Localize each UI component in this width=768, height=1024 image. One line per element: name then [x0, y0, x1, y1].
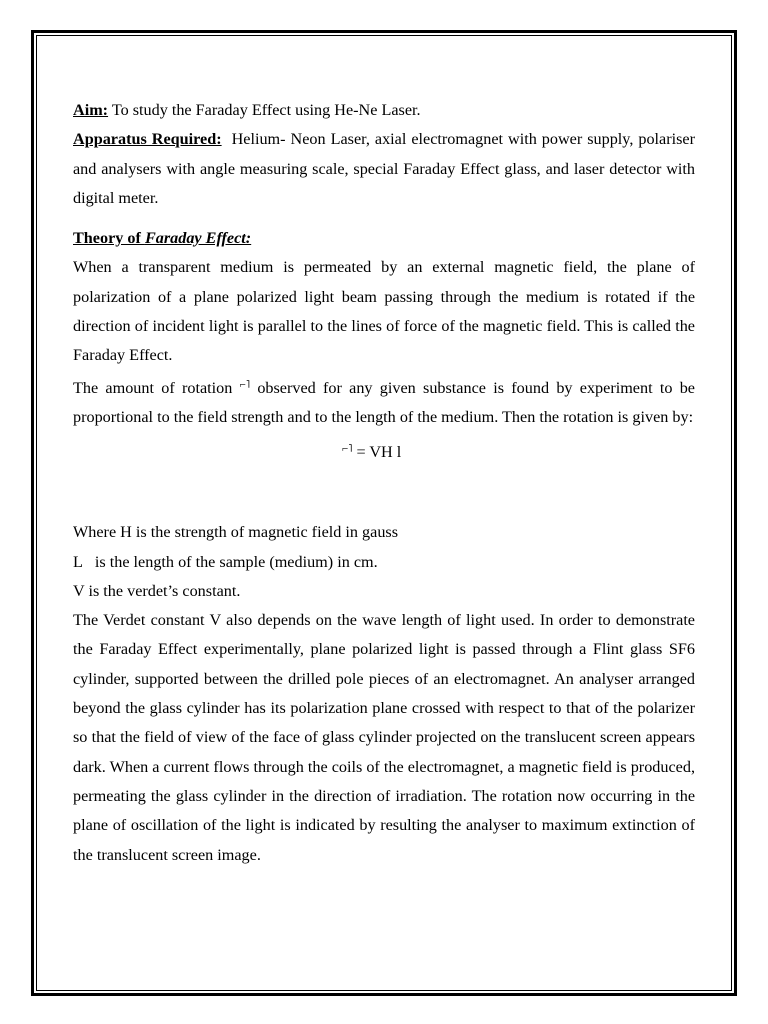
- theory-paragraph-2: [73, 371, 695, 433]
- formula-rhs: = VH l: [352, 443, 402, 462]
- definition-l-symbol: L: [73, 552, 83, 571]
- theory-heading: [73, 224, 695, 253]
- rotation-formula: [73, 436, 695, 470]
- aim-text: To study the Faraday Effect using He-Ne Laser.: [108, 101, 421, 119]
- rotation-text-before: The amount of rotation: [73, 378, 240, 397]
- definition-h: Where H is the strength of magnetic field in gauss: [73, 523, 399, 542]
- aim-label: Aim:: [73, 101, 109, 119]
- apparatus-paragraph: [73, 125, 700, 213]
- theory-heading-prefix: Theory of: [73, 229, 145, 248]
- document-body: [73, 96, 700, 870]
- rotation-text-after: observed for any given substance is found by experiment to be proportional to the field strength and to the length of the medium. Then the rotation is given by:: [73, 378, 695, 426]
- aim-line: [73, 96, 695, 125]
- verdet-paragraph: The Verdet constant V also depends on the wave length of light used. In order to demonstrate the Faraday Effect experimentally, plane polarized light is passed through a Flint glass SF6 cylinder, supported between the drilled pole pieces of an electromagnet. An analyser arranged beyond the glass cylinder has its polarization plane crossed with respect to that of the polarizer so that the field of view of the face of glass cylinder projected on the translucent screen appears dark. When a current flows through the coils of the electromagnet, a magnetic field is produced, permeating the glass cylinder in the direction of irradiation. The rotation now occurring in the plane of oscillation of the light is indicated by resulting the analyser to maximum extinction of the translucent screen image.: [73, 611, 695, 864]
- formula-lhs-symbol: ⌐˥: [342, 443, 353, 456]
- apparatus-text: Helium- Neon Laser, axial electromagnet with power supply, polariser and analysers with angle measuring scale, special Faraday Effect glass, and laser detector with digital meter.: [73, 130, 700, 207]
- rotation-symbol: ⌐˥: [239, 378, 251, 391]
- definition-l-text: is the length of the sample (medium) in cm.: [94, 552, 378, 571]
- theory-heading-emph: Faraday Effect:: [144, 229, 252, 248]
- definition-v: V is the verdet’s constant.: [73, 581, 241, 600]
- theory-paragraph-1: When a transparent medium is permeated by an external magnetic field, the plane of polarization of a plane polarized light beam passing through the medium is rotated if the direction of incident light is parallel to the lines of force of the magnetic field. This is called the Faraday Effect.: [73, 258, 695, 365]
- definition-l: [73, 548, 695, 577]
- apparatus-label: Apparatus Required:: [73, 130, 222, 149]
